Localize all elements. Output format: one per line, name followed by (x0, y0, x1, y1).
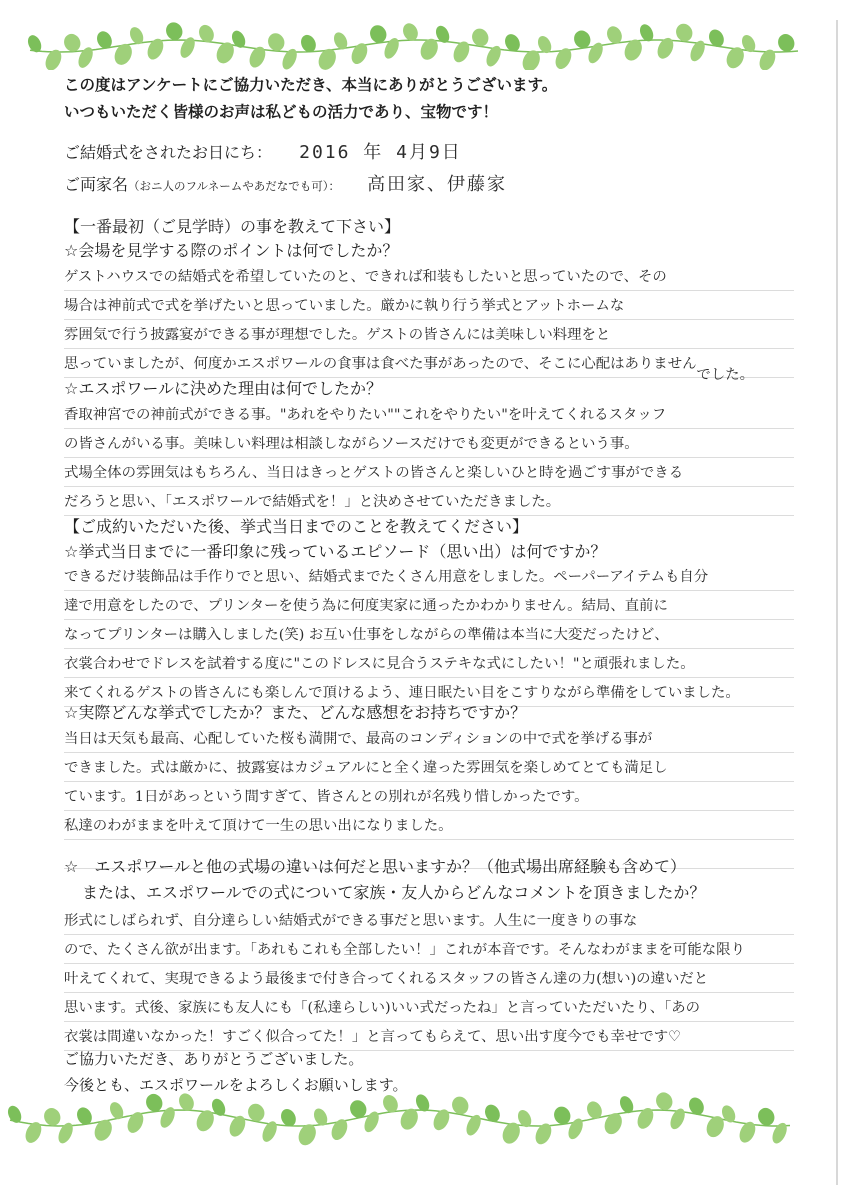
wedding-date-row (64, 138, 462, 164)
leaf-shape (280, 47, 300, 70)
leaf-shape (107, 1100, 125, 1121)
family-names-label: ご両家名 (64, 175, 129, 194)
section-first-visit-heading: 【一番最初（ご見学時）の事を教えて下さい】 (64, 217, 401, 236)
leaf-shape (703, 1113, 727, 1140)
answer-line: できました。式は厳かに、披露宴はカジュアルにと全く違った雰囲気を楽しめてとても満足し (64, 753, 794, 782)
answer-line: ゲストハウスでの結婚式を希望していたのと、できれば和装もしたいと思っていたので、その (64, 262, 794, 291)
question-ceremony-impression: ☆実際どんな挙式でしたか？また、どんな感想をお持ちですか？ (64, 703, 527, 722)
answer-line: の皆さんがいる事。美味しい料理は相談しながらソースだけでも変更ができるという事。 (64, 429, 794, 458)
answer-line: 来てくれるゲストの皆さんにも楽しんで頂けるよう、連日眠たい目をこすりながら準備をしていました。 (64, 678, 794, 707)
closing-regards: 今後とも、エスポワールをよろしくお願いします。 (64, 1076, 408, 1094)
answer-line: ので、たくさん欲が出ます。「あれもこれも全部したい！」これが本音です。そんなわがままを可能な限り (64, 935, 794, 964)
page-edge-shadow (836, 20, 838, 1185)
leaf-shape (213, 39, 237, 66)
section-after-contract-heading: 【ご成約いただいた後、挙式当日までのことを教えてください】 (64, 517, 529, 536)
wedding-date-value: 2016 年 4月9日 (299, 142, 462, 163)
answer-line: 式場全体の雰囲気はもちろん、当日はきっとゲストの皆さんと楽しいひと時を過ごす事ができる (64, 458, 794, 487)
answer-line: 形式にしばられず、自分達らしい結婚式ができる事だと思います。人生に一度きりの事な (64, 906, 794, 935)
leaf-shape (499, 1120, 523, 1147)
leaf-vine-bottom-decoration (0, 1090, 848, 1150)
leaf-shape (482, 1102, 502, 1124)
answer-line: 叶えてくれて、実現できるよう最後まで付き合ってくれるスタッフの皆さん達の力(想い)の違いだと (64, 964, 794, 993)
intro-line-1: この度はアンケートにご協力いただき、本当にありがとうございます。 (64, 76, 558, 94)
leaf-shape (686, 1095, 706, 1117)
leaf-shape (42, 47, 64, 70)
answer-line: 衣裳合わせでドレスを試着する度に"このドレスに見合うステキな式にしたい！"と頑張れました。 (64, 649, 794, 678)
family-names-hint: （おニ人のフルネームやあだなでも可）： (128, 179, 340, 193)
question-difference-line-2: または、エスポワールでの式について家族・友人からどんなコメントを頂きましたか？ (82, 883, 706, 902)
answer-line: だろうと思い、「エスポワールで結婚式を！」と決めさせていただきました。 (64, 487, 794, 516)
answer-line: 達で用意をしたので、プリンターを使う為に何度実家に通ったかわかりません。結局、直前に (64, 591, 794, 620)
intro-message (64, 72, 784, 126)
answer-visit-point (64, 262, 794, 378)
answer-line: 当日は天気も最高、心配していた桜も満開で、最高のコンディションの中で式を挙げる事が (64, 724, 794, 753)
question-visit-point: ☆会場を見学する際のポイントは何でしたか？ (64, 241, 399, 260)
leaf-shape (91, 1117, 115, 1144)
leaf-shape (178, 35, 198, 60)
answer-line: なってプリンターは購入しました(笑) お互い仕事をしながらの準備は本当に大変だったけど、 (64, 620, 794, 649)
answer-line: 場合は神前式で式を挙げたいと思っていました。厳かに執り行う挙式とアットホームな (64, 291, 794, 320)
leaf-shape (654, 35, 676, 61)
answer-memorable-episode (64, 562, 794, 707)
leaf-vine-top-decoration (0, 20, 848, 70)
family-names-row (64, 170, 507, 196)
leaf-shape (756, 47, 778, 70)
question-decision-reason: ☆エスポワールに決めた理由は何でしたか？ (64, 379, 383, 398)
answer-line: 思います。式後、家族にも友人にも「(私達らしい)いい式だったね」と言っていただいたり、「あの (64, 993, 794, 1022)
leaf-shape (111, 41, 135, 68)
leaf-shape (226, 1113, 248, 1139)
answer-decision-reason (64, 400, 794, 516)
leaf-shape (584, 1099, 604, 1121)
leaf-shape (770, 1121, 790, 1146)
family-names-value: 高田家、伊藤家 (367, 174, 508, 195)
intro-line-2: いつもいただく皆様のお声は私どもの活力であり、宝物です！ (64, 103, 499, 121)
question-memorable-episode: ☆挙式当日までに一番印象に残っているエピソード（思い出）は何ですか？ (64, 542, 607, 561)
leaf-shape (601, 1110, 625, 1137)
leaf-shape (706, 27, 726, 49)
vine-stem (30, 40, 798, 52)
leaf-shape (56, 1121, 76, 1146)
answer-line: ています。1日があっという間すぎて、皆さんとの別れが名残り惜しかったです。 (64, 782, 794, 811)
answer-line: でした。 (696, 367, 754, 383)
answer-line: 私達のわがままを叶えて頂けて一生の思い出になりました。 (64, 811, 794, 840)
wedding-date-label: ご結婚式をされたお日にち： (64, 143, 273, 162)
closing-thanks: ご協力いただき、ありがとうございました。 (64, 1050, 364, 1068)
answer-ceremony-impression (64, 724, 794, 869)
answer-line: 香取神宮での神前式ができる事。"あれをやりたい""これをやりたい"を叶えてくれるスタッフ (64, 400, 794, 429)
answer-line: 思っていましたが、何度かエスポワールの食事は食べた事があったので、そこに心配はありません (64, 349, 794, 378)
answer-line: できるだけ装飾品は手作りでと思い、結婚式までたくさん用意をしました。ペーパーアイテムも自分 (64, 562, 794, 591)
answer-line: 雰囲気で行う披露宴ができる事が理想でした。ゲストの皆さんには美味しい料理をと (64, 320, 794, 349)
answer-line: 衣裳は間違いなかった！すごく似合ってた！」と言ってもらえて、思い出す度今でも幸せです♡ (64, 1022, 794, 1051)
question-difference-line-1: ☆ エスポワールと他の式場の違いは何だと思いますか？（他式場出席経験も含めて） (64, 857, 687, 876)
answer-difference (64, 906, 794, 1051)
